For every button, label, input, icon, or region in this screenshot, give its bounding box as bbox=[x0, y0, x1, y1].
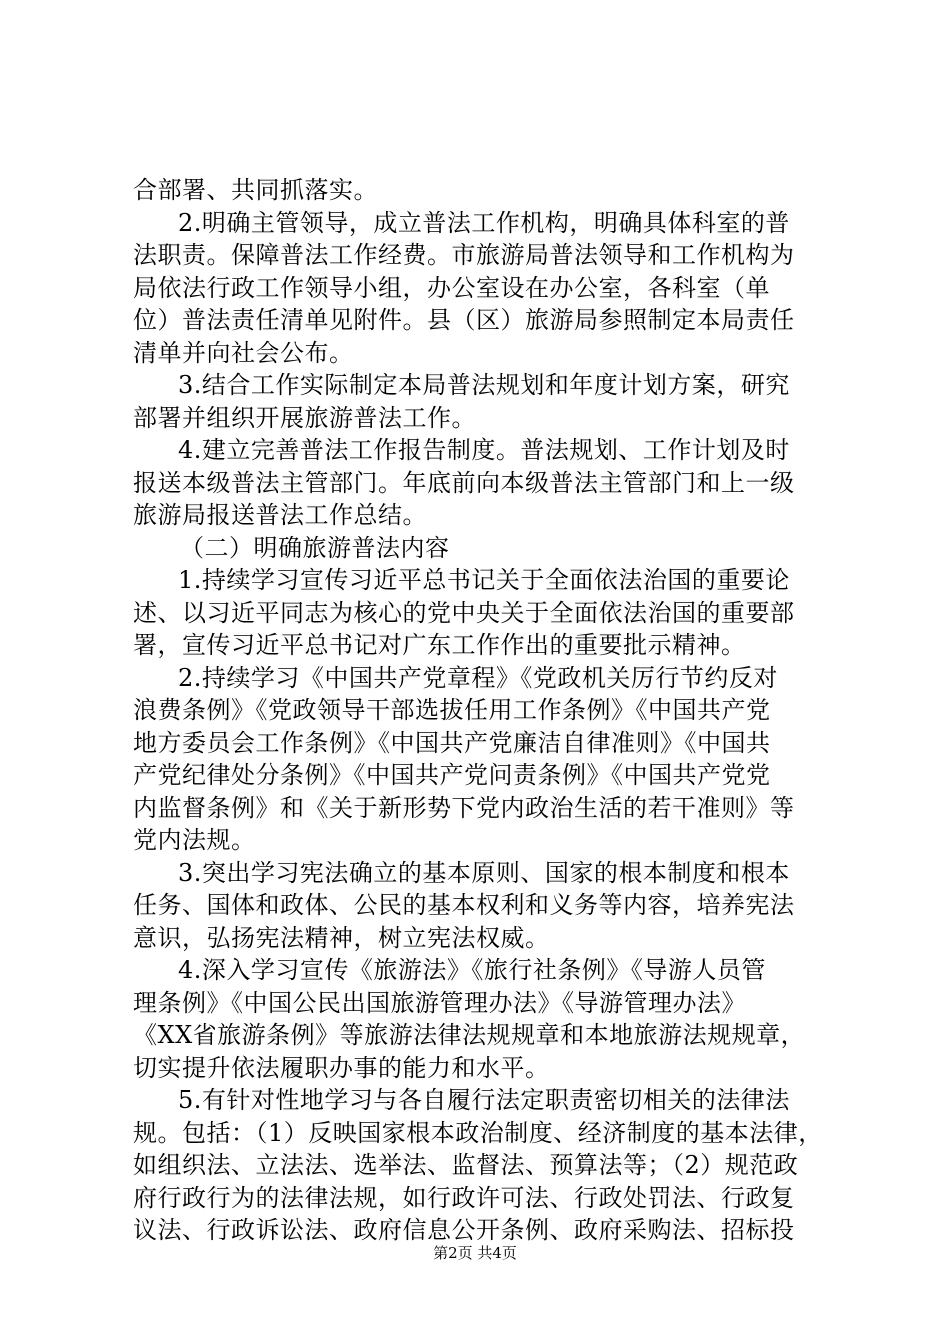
paragraph-start: 4.深入学习宣传《旅游法》《旅行社条例》《导游人员管 bbox=[178, 956, 766, 984]
text-line: 报送本级普法主管部门。年底前向本级普法主管部门和上一级 bbox=[133, 469, 795, 497]
paragraph-start: 3.突出学习宪法确立的基本原则、国家的根本制度和根本 bbox=[178, 859, 790, 887]
text-line: 府行政行为的法律法规，如行政许可法、行政处罚法、行政复 bbox=[133, 1184, 795, 1212]
text-line: 产党纪律处分条例》《中国共产党问责条例》《中国共产党党 bbox=[133, 761, 771, 789]
text-line: 意识，弘扬宪法精神，树立宪法权威。 bbox=[133, 924, 550, 952]
section-heading: （二）明确旅游普法内容 bbox=[180, 534, 450, 562]
text-line: 议法、行政诉讼法、政府信息公开条例、政府采购法、招标投 bbox=[133, 1216, 795, 1244]
page-number-footer: 第2页 共4页 bbox=[433, 1244, 517, 1262]
paragraph-start: 2.持续学习《中国共产党章程》《党政机关厉行节约反对 bbox=[178, 664, 778, 692]
text-line: 述、以习近平同志为核心的党中央关于全面依法治国的重要部 bbox=[133, 599, 795, 627]
paragraph-start: 1.持续学习宣传习近平总书记关于全面依法治国的重要论 bbox=[178, 566, 790, 594]
text-line: 法职责。保障普法工作经费。市旅游局普法领导和工作机构为 bbox=[133, 241, 795, 269]
text-line: 旅游局报送普法工作总结。 bbox=[133, 501, 427, 529]
text-line: 内监督条例》和《关于新形势下党内政治生活的若干准则》等 bbox=[133, 794, 795, 822]
text-line: 合部署、共同抓落实。 bbox=[133, 176, 378, 204]
text-line: 规。包括：（1）反映国家根本政治制度、经济制度的基本法律， bbox=[133, 1119, 823, 1147]
text-line: 切实提升依法履职办事的能力和水平。 bbox=[133, 1054, 550, 1082]
text-line: 党内法规。 bbox=[133, 826, 256, 854]
text-line: 部署并组织开展旅游普法工作。 bbox=[133, 404, 476, 432]
text-line: 署，宣传习近平总书记对广东工作作出的重要批示精神。 bbox=[133, 631, 746, 659]
paragraph-start: 2.明确主管领导，成立普法工作机构，明确具体科室的普 bbox=[178, 209, 790, 237]
text-line: 局依法行政工作领导小组，办公室设在办公室，各科室（单 bbox=[133, 274, 770, 302]
text-line: 任务、国体和政体、公民的基本权利和义务等内容，培养宪法 bbox=[133, 891, 795, 919]
text-line: 位）普法责任清单见附件。县（区）旅游局参照制定本局责任 bbox=[133, 306, 795, 334]
paragraph-start: 5.有针对性地学习与各自履行法定职责密切相关的法律法 bbox=[178, 1086, 790, 1114]
text-line: 理条例》《中国公民出国旅游管理办法》《导游管理办法》 bbox=[133, 989, 746, 1017]
text-line: 地方委员会工作条例》《中国共产党廉洁自律准则》《中国共 bbox=[133, 729, 771, 757]
text-line: 浪费条例》《党政领导干部选拔任用工作条例》《中国共产党 bbox=[133, 696, 771, 724]
text-line: 清单并向社会公布。 bbox=[133, 339, 354, 367]
paragraph-start: 3.结合工作实际制定本局普法规划和年度计划方案，研究 bbox=[178, 371, 790, 399]
text-line: 如组织法、立法法、选举法、监督法、预算法等；（2）规范政 bbox=[133, 1151, 799, 1179]
paragraph-start: 4.建立完善普法工作报告制度。普法规划、工作计划及时 bbox=[178, 436, 790, 464]
text-line: 《XX省旅游条例》等旅游法律法规规章和本地旅游法规规章， bbox=[133, 1021, 806, 1049]
